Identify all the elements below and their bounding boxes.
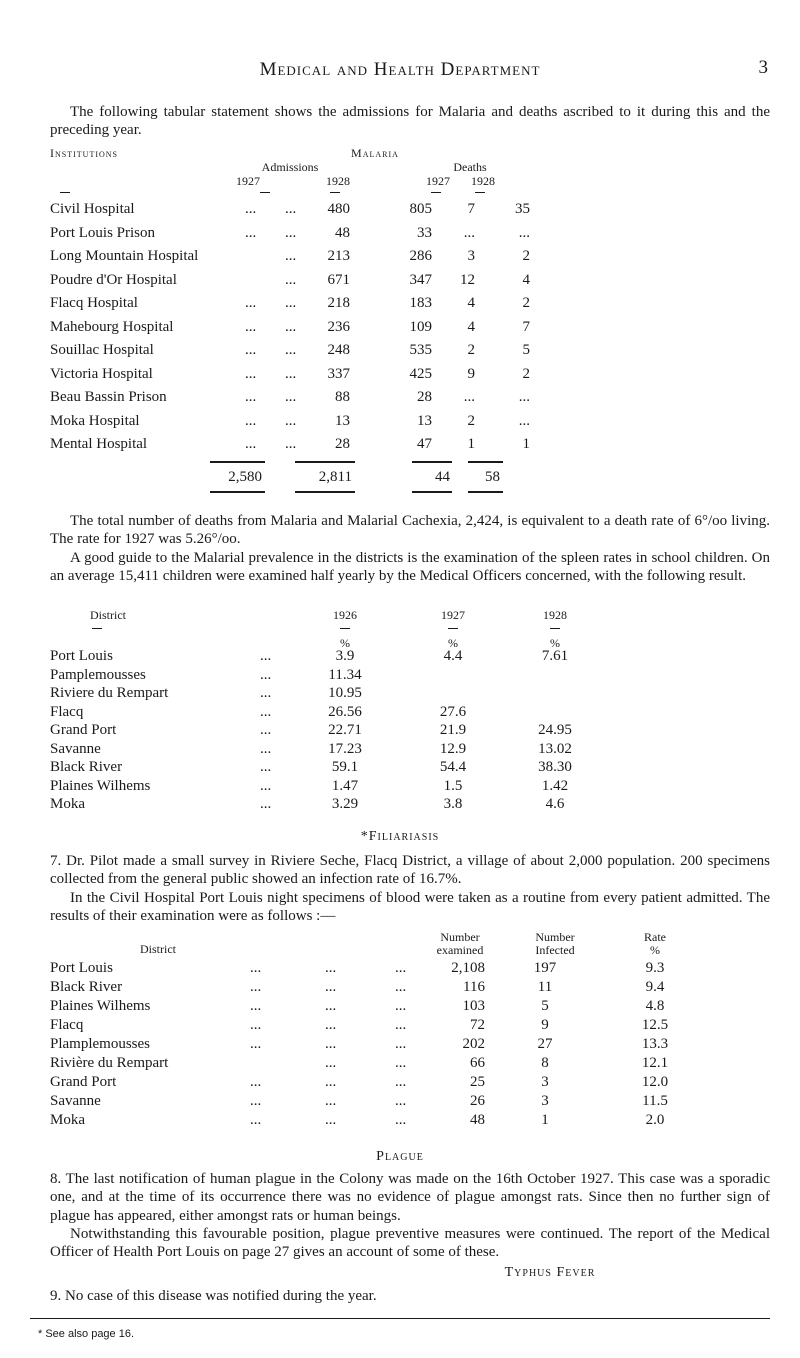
rate-1926: 11.34 bbox=[328, 666, 362, 683]
infected-heading-sub: Infected bbox=[535, 943, 575, 957]
district-name: Rivière du Rempart bbox=[50, 1055, 169, 1071]
total-underline bbox=[210, 491, 265, 493]
table-row bbox=[50, 777, 770, 796]
admissions-1928: 33 bbox=[417, 224, 432, 241]
deaths-1927: 4 bbox=[467, 295, 475, 311]
table-row bbox=[50, 959, 770, 978]
examined-heading-sub: examined bbox=[436, 943, 484, 957]
rate-heading: Rate bbox=[644, 930, 666, 944]
institutions-heading: Institutions bbox=[50, 146, 118, 160]
number-examined: 48 bbox=[470, 1112, 485, 1128]
institution-name: Civil Hospital bbox=[50, 201, 135, 217]
leader-dots: ... bbox=[250, 1112, 262, 1128]
admissions-1927: 213 bbox=[327, 248, 350, 264]
table-row bbox=[50, 647, 770, 666]
table-row bbox=[50, 978, 770, 997]
leader-dots: ... bbox=[285, 389, 297, 405]
total-underline bbox=[295, 491, 355, 493]
number-examined: 103 bbox=[462, 998, 485, 1014]
table-row bbox=[50, 1111, 770, 1130]
admissions-1927: 236 bbox=[327, 318, 350, 335]
admissions-1927: 88 bbox=[335, 389, 350, 405]
table-row bbox=[50, 684, 770, 703]
total-deaths-1928: 58 bbox=[485, 469, 500, 485]
admissions-1928: 805 bbox=[409, 201, 432, 217]
heading-dash bbox=[475, 192, 485, 193]
table-row bbox=[50, 365, 770, 389]
admissions-1928: 13 bbox=[417, 412, 432, 429]
district-heading: District bbox=[140, 942, 176, 956]
admissions-1927: 480 bbox=[327, 201, 350, 217]
malaria-heading: Malaria bbox=[351, 146, 399, 160]
deaths-1927: 12 bbox=[460, 271, 475, 288]
leader-dots: ... bbox=[285, 342, 297, 358]
leader-dots: ... bbox=[250, 998, 262, 1014]
leader-dots: ... bbox=[325, 998, 337, 1014]
deaths-1928: ... bbox=[518, 412, 530, 429]
deaths-1927: ... bbox=[463, 389, 475, 405]
table-row bbox=[50, 247, 770, 271]
number-examined: 26 bbox=[470, 1093, 485, 1109]
number-examined: 116 bbox=[463, 979, 485, 995]
leader-dots: ... bbox=[260, 685, 272, 701]
heading-dash bbox=[260, 192, 270, 193]
institution-name: Mental Hospital bbox=[50, 436, 148, 452]
leader-dots: ... bbox=[285, 295, 297, 311]
leader-dots: ... bbox=[285, 318, 297, 335]
table-row bbox=[50, 1035, 770, 1054]
heading-dash bbox=[448, 628, 458, 629]
leader-dots: ... bbox=[325, 1055, 337, 1071]
table-row bbox=[50, 318, 770, 342]
admissions-1927: 337 bbox=[327, 365, 350, 382]
rate-1928: 38.30 bbox=[538, 759, 572, 775]
admissions-1928: 425 bbox=[409, 365, 432, 382]
leader-dots: ... bbox=[245, 342, 257, 358]
deaths-1928: ... bbox=[518, 224, 530, 241]
infection-rate: 11.5 bbox=[642, 1093, 668, 1109]
district-name: Grand Port bbox=[50, 722, 117, 738]
leader-dots: ... bbox=[250, 1017, 262, 1033]
infection-rate: 2.0 bbox=[645, 1112, 665, 1128]
total-rule bbox=[295, 461, 355, 463]
institution-name: Long Mountain Hospital bbox=[50, 248, 199, 264]
admissions-1928: 28 bbox=[417, 389, 432, 405]
adm-year-1928-heading: 1928 bbox=[326, 174, 350, 188]
table-row bbox=[50, 388, 770, 412]
leader-dots: ... bbox=[250, 1074, 262, 1090]
leader-dots: ... bbox=[245, 224, 257, 241]
leader-dots: ... bbox=[395, 1112, 407, 1128]
table-row bbox=[50, 1092, 770, 1111]
leader-dots: ... bbox=[285, 365, 297, 382]
district-name: Flacq bbox=[50, 703, 84, 720]
deaths-heading: Deaths bbox=[453, 160, 487, 174]
table-row bbox=[50, 758, 770, 777]
district-name: Black River bbox=[50, 979, 123, 995]
leader-dots: ... bbox=[395, 960, 407, 976]
rate-1928: 1.42 bbox=[541, 777, 569, 794]
leader-dots: ... bbox=[395, 1017, 407, 1033]
leader-dots: ... bbox=[260, 666, 272, 683]
district-name: Moka bbox=[50, 1112, 85, 1128]
filiariasis-rows bbox=[50, 959, 770, 1130]
number-examined: 25 bbox=[470, 1074, 485, 1090]
rate-1926: 3.9 bbox=[335, 648, 355, 664]
leader-dots: ... bbox=[325, 1093, 337, 1109]
total-underline bbox=[468, 491, 503, 493]
plague-paragraph-1: 8. The last notification of human plague in the Colony was made on the 16th October 1927. This case was a sporadic one, and at the time of its occurrence there was no evidence of plague amongst rats. Since then no further sign of plague has appeared, either amongst rats or human beings. bbox=[50, 1171, 770, 1224]
infection-rate: 12.1 bbox=[641, 1055, 669, 1071]
deaths-1927: 2 bbox=[467, 412, 475, 429]
leader-dots: ... bbox=[260, 740, 272, 757]
number-infected: 3 bbox=[541, 1074, 549, 1090]
table-row bbox=[50, 1016, 770, 1035]
admissions-heading: Admissions bbox=[261, 160, 319, 174]
plague-paragraph-2: Notwithstanding this favourable position, plague preventive measures were continued. The report of the Medical Officer of Health Port Louis on page 27 gives an account of some of these. bbox=[50, 1226, 770, 1261]
district-name: Plamplemousses bbox=[50, 1036, 150, 1052]
rate-1927: 12.9 bbox=[439, 740, 467, 757]
page-number: 3 bbox=[758, 57, 768, 78]
rate-1927: 1.5 bbox=[443, 777, 463, 794]
leader-dots: ... bbox=[250, 960, 262, 976]
table-row bbox=[50, 224, 770, 248]
leader-dots: ... bbox=[260, 703, 272, 720]
institution-name: Souillac Hospital bbox=[50, 342, 154, 358]
table-row bbox=[50, 1073, 770, 1092]
footnote-rule bbox=[30, 1318, 770, 1319]
infection-rate: 13.3 bbox=[641, 1036, 669, 1052]
leader-dots: ... bbox=[395, 998, 407, 1014]
deaths-1928: 2 bbox=[522, 365, 530, 382]
institution-name: Beau Bassin Prison bbox=[50, 389, 167, 405]
institution-name: Poudre d'Or Hospital bbox=[50, 271, 177, 288]
admissions-1928: 47 bbox=[417, 436, 432, 452]
number-examined: 66 bbox=[470, 1055, 485, 1071]
table-row bbox=[50, 721, 770, 740]
rate-1928: 13.02 bbox=[538, 740, 572, 757]
infection-rate: 4.8 bbox=[645, 998, 665, 1014]
number-examined: 2,108 bbox=[451, 960, 485, 976]
rate-1926: 1.47 bbox=[331, 777, 359, 794]
number-infected: 1 bbox=[541, 1112, 549, 1128]
number-infected: 11 bbox=[537, 979, 553, 995]
district-name: Plaines Wilhems bbox=[50, 998, 151, 1014]
admissions-1928: 347 bbox=[409, 271, 432, 288]
leader-dots: ... bbox=[250, 979, 262, 995]
rate-1928: 24.95 bbox=[538, 722, 572, 738]
rate-1926: 26.56 bbox=[328, 703, 362, 720]
rate-1928: 7.61 bbox=[541, 648, 569, 664]
filiariasis-heading: *Filiariasis bbox=[360, 829, 440, 844]
rate-1926: 3.29 bbox=[331, 796, 359, 812]
deaths-1927: 1 bbox=[467, 436, 475, 452]
leader-dots: ... bbox=[260, 777, 272, 794]
malaria-rows bbox=[50, 200, 770, 459]
spleen-paragraph: A good guide to the Malarial prevalence in the districts is the examination of the spleen rates in school children. On an average 15,411 children were examined half yearly by the Medical Officers concerned, with the following result. bbox=[50, 550, 770, 585]
admissions-1927: 28 bbox=[335, 436, 350, 452]
infection-rate: 12.0 bbox=[641, 1074, 669, 1090]
filiariasis-paragraph-1: 7. Dr. Pilot made a small survey in Riviere Seche, Flacq District, a village of about 2,000 population. 200 specimens collected from the general public showed an infection rate of 16.7%. bbox=[50, 853, 770, 888]
rate-1926: 10.95 bbox=[328, 685, 362, 701]
leader-dots: ... bbox=[245, 365, 257, 382]
rate-1927: 3.8 bbox=[443, 796, 463, 812]
leader-dots: ... bbox=[260, 722, 272, 738]
intro-paragraph: The following tabular statement shows the admissions for Malaria and deaths ascribed to it during this and the preceding year. bbox=[50, 104, 770, 139]
leader-dots: ... bbox=[245, 389, 257, 405]
admissions-1928: 183 bbox=[409, 295, 432, 311]
leader-dots: ... bbox=[285, 248, 297, 264]
deaths-1928: 7 bbox=[522, 318, 530, 335]
leader-dots: ... bbox=[245, 318, 257, 335]
admissions-1927: 13 bbox=[335, 412, 350, 429]
admissions-1927: 218 bbox=[327, 295, 350, 311]
table-row bbox=[50, 666, 770, 685]
admissions-1927: 48 bbox=[335, 224, 350, 241]
year-1927-heading: 1927 bbox=[441, 608, 465, 622]
leader-dots: ... bbox=[245, 201, 257, 217]
district-name: Black River bbox=[50, 759, 123, 775]
leader-dots: ... bbox=[325, 1036, 337, 1052]
number-infected: 9 bbox=[541, 1017, 549, 1033]
leader-dots: ... bbox=[245, 436, 257, 452]
district-name: Flacq bbox=[50, 1017, 84, 1033]
admissions-1927: 671 bbox=[327, 271, 350, 288]
rate-1927: 27.6 bbox=[439, 703, 467, 720]
spleen-rows bbox=[50, 647, 770, 814]
infection-rate: 12.5 bbox=[641, 1017, 669, 1033]
infection-rate: 9.3 bbox=[645, 960, 665, 976]
leader-dots: ... bbox=[250, 1093, 262, 1109]
rate-1926: 59.1 bbox=[331, 759, 359, 775]
heading-dash bbox=[60, 192, 70, 193]
district-name: Savanne bbox=[50, 740, 101, 757]
heading-dash bbox=[92, 628, 102, 629]
institution-name: Flacq Hospital bbox=[50, 295, 138, 311]
rate-1928: 4.6 bbox=[545, 796, 565, 812]
filiariasis-paragraph-2: In the Civil Hospital Port Louis night specimens of blood were taken as a routine from every patient admitted. The results of their examination were as follows :— bbox=[50, 890, 770, 925]
deaths-1927: ... bbox=[463, 224, 475, 241]
district-name: Moka bbox=[50, 796, 85, 812]
death-year-1927-heading: 1927 bbox=[426, 174, 450, 188]
leader-dots: ... bbox=[260, 796, 272, 812]
deaths-1927: 4 bbox=[467, 318, 475, 335]
deaths-1928: 2 bbox=[522, 248, 530, 264]
heading-dash bbox=[550, 628, 560, 629]
admissions-1927: 248 bbox=[327, 342, 350, 358]
admissions-1928: 109 bbox=[409, 318, 432, 335]
leader-dots: ... bbox=[325, 960, 337, 976]
institution-name: Mahebourg Hospital bbox=[50, 318, 174, 335]
deaths-1927: 7 bbox=[467, 201, 475, 217]
table-row bbox=[50, 271, 770, 295]
percent-unit: % bbox=[550, 636, 560, 650]
deaths-1928: 35 bbox=[515, 201, 530, 217]
district-name: Riviere du Rempart bbox=[50, 685, 169, 701]
leader-dots: ... bbox=[285, 412, 297, 429]
infection-rate: 9.4 bbox=[645, 979, 665, 995]
table-row bbox=[50, 997, 770, 1016]
table-row bbox=[50, 795, 770, 814]
total-rule bbox=[412, 461, 452, 463]
table-row bbox=[50, 294, 770, 318]
adm-year-1927-heading: 1927 bbox=[236, 174, 260, 188]
leader-dots: ... bbox=[285, 224, 297, 241]
table-row bbox=[50, 740, 770, 759]
leader-dots: ... bbox=[250, 1036, 262, 1052]
institution-name: Victoria Hospital bbox=[50, 365, 153, 382]
deaths-1927: 3 bbox=[467, 248, 475, 264]
total-adm-1927: 2,580 bbox=[228, 469, 262, 485]
plague-heading: Plague bbox=[376, 1149, 424, 1164]
number-infected: 197 bbox=[533, 960, 557, 976]
table-row bbox=[50, 412, 770, 436]
leader-dots: ... bbox=[325, 1112, 337, 1128]
district-name: Port Louis bbox=[50, 648, 113, 664]
heading-dash bbox=[340, 628, 350, 629]
heading-dash bbox=[330, 192, 340, 193]
leader-dots: ... bbox=[325, 1017, 337, 1033]
table-row bbox=[50, 703, 770, 722]
district-name: Grand Port bbox=[50, 1074, 117, 1090]
number-infected: 5 bbox=[541, 998, 549, 1014]
footnote: * See also page 16. bbox=[38, 1328, 135, 1340]
district-name: Port Louis bbox=[50, 960, 113, 976]
leader-dots: ... bbox=[395, 979, 407, 995]
infected-heading: Number bbox=[535, 930, 575, 944]
district-heading: District bbox=[90, 608, 126, 622]
deaths-1928: 1 bbox=[522, 436, 530, 452]
number-examined: 72 bbox=[470, 1017, 485, 1033]
heading-dash bbox=[431, 192, 441, 193]
leader-dots: ... bbox=[395, 1036, 407, 1052]
leader-dots: ... bbox=[325, 979, 337, 995]
year-1926-heading: 1926 bbox=[333, 608, 357, 622]
rate-heading-sub: % bbox=[650, 943, 660, 957]
total-rule bbox=[468, 461, 503, 463]
leader-dots: ... bbox=[395, 1074, 407, 1090]
percent-unit: % bbox=[340, 636, 350, 650]
rate-1926: 22.71 bbox=[328, 722, 362, 738]
leader-dots: ... bbox=[325, 1074, 337, 1090]
number-infected: 3 bbox=[541, 1093, 549, 1109]
leader-dots: ... bbox=[285, 436, 297, 452]
rate-1927: 4.4 bbox=[443, 648, 463, 664]
table-row bbox=[50, 435, 770, 459]
number-infected: 8 bbox=[541, 1055, 549, 1071]
rate-1927: 54.4 bbox=[439, 759, 467, 775]
total-rule bbox=[210, 461, 265, 463]
table-row bbox=[50, 200, 770, 224]
leader-dots: ... bbox=[285, 201, 297, 217]
deaths-1928: 4 bbox=[522, 271, 530, 288]
deaths-paragraph: The total number of deaths from Malaria and Malarial Cachexia, 2,424, is equivalent to a death rate of 6°/oo living. The rate for 1927 was 5.26°/oo. bbox=[50, 513, 770, 548]
leader-dots: ... bbox=[285, 271, 297, 288]
examined-heading: Number bbox=[440, 930, 480, 944]
total-adm-1928: 2,811 bbox=[318, 469, 352, 485]
table-row bbox=[50, 1054, 770, 1073]
leader-dots: ... bbox=[260, 648, 272, 664]
admissions-1928: 535 bbox=[409, 342, 432, 358]
district-name: Plaines Wilhems bbox=[50, 777, 151, 794]
running-header: Medical and Health Department bbox=[259, 59, 541, 80]
deaths-1928: 2 bbox=[522, 295, 530, 311]
leader-dots: ... bbox=[395, 1055, 407, 1071]
table-row bbox=[50, 341, 770, 365]
admissions-1928: 286 bbox=[409, 248, 432, 264]
district-name: Savanne bbox=[50, 1093, 101, 1109]
leader-dots: ... bbox=[245, 412, 257, 429]
rate-1927: 21.9 bbox=[439, 722, 467, 738]
typhus-paragraph: 9. No case of this disease was notified during the year. bbox=[50, 1288, 377, 1304]
deaths-1927: 2 bbox=[467, 342, 475, 358]
rate-1926: 17.23 bbox=[328, 740, 362, 757]
leader-dots: ... bbox=[245, 295, 257, 311]
deaths-1927: 9 bbox=[467, 365, 475, 382]
death-year-1928-heading: 1928 bbox=[471, 174, 495, 188]
deaths-1928: ... bbox=[518, 389, 530, 405]
institution-name: Port Louis Prison bbox=[50, 224, 156, 241]
district-name: Pamplemousses bbox=[50, 666, 146, 683]
institution-name: Moka Hospital bbox=[50, 412, 140, 429]
number-examined: 202 bbox=[462, 1036, 485, 1052]
leader-dots: ... bbox=[260, 759, 272, 775]
total-deaths-1927: 44 bbox=[435, 469, 450, 485]
total-underline bbox=[412, 491, 452, 493]
percent-unit: % bbox=[448, 636, 458, 650]
leader-dots: ... bbox=[395, 1093, 407, 1109]
year-1928-heading: 1928 bbox=[543, 608, 567, 622]
number-infected: 27 bbox=[537, 1036, 553, 1052]
typhus-heading: Typhus Fever bbox=[504, 1265, 596, 1280]
deaths-1928: 5 bbox=[522, 342, 530, 358]
